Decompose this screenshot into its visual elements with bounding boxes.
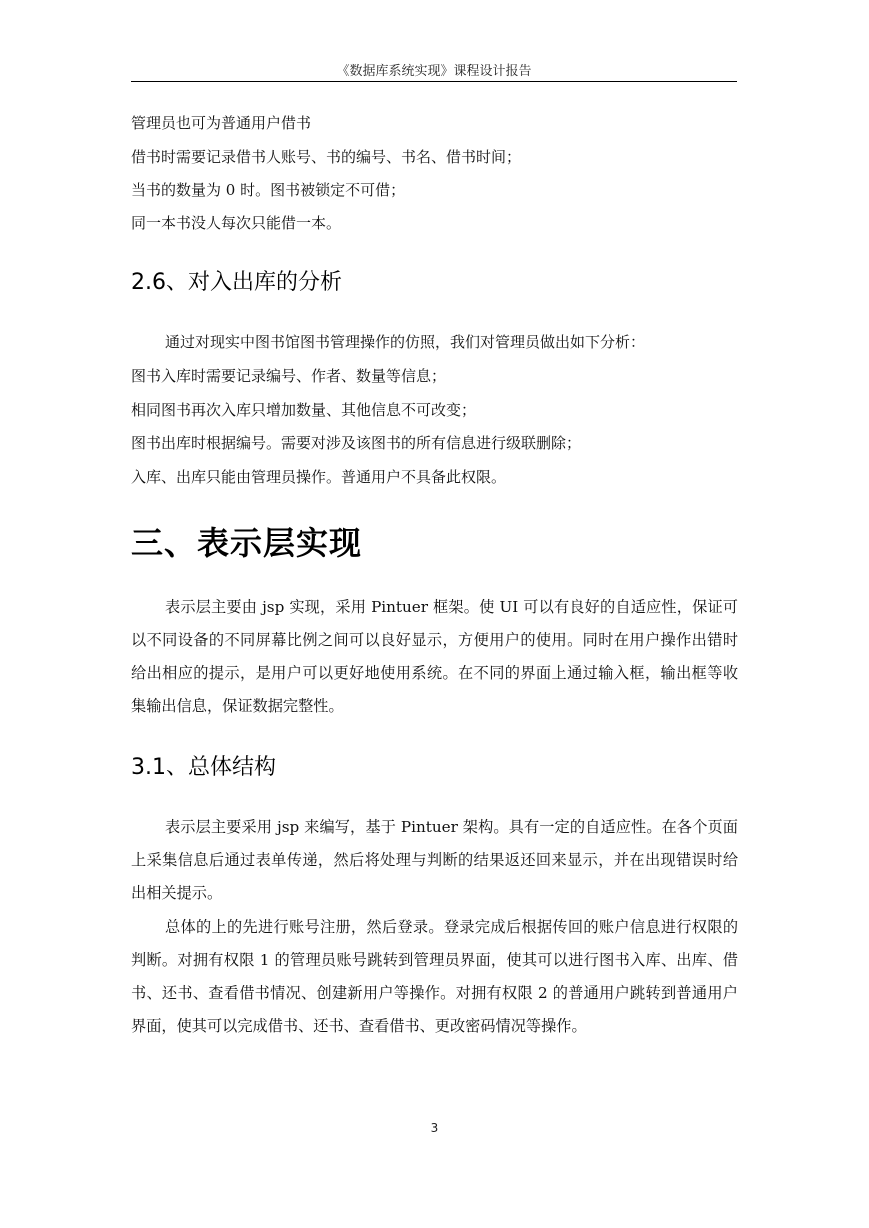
body-line: 借书时需要记录借书人账号、书的编号、书名、借书时间；	[131, 148, 522, 166]
body-line: 当书的数量为 0 时。图书被锁定不可借；	[131, 181, 406, 199]
body-line: 通过对现实中图书馆图书管理操作的仿照，我们对管理员做出如下分析：	[165, 333, 646, 351]
body-paragraph: 表示层主要采用 jsp 来编写，基于 Pintuer 架构。具有一定的自适应性。在各个页面上采集信息后通过表单传递，然后将处理与判断的结果返还回来显示，并在出现错误时给出相关提示。	[131, 818, 738, 902]
body-line: 同一本书没人每次只能借一本。	[131, 214, 342, 232]
body-paragraph: 表示层主要由 jsp 实现，采用 Pintuer 框架。使 UI 可以有良好的自适应性，保证可以不同设备的不同屏幕比例之间可以良好显示，方便用户的使用。同时在用户操作出错时给出相应的提示，是用户可以更好地使用系统。在不同的界面上通过输入框，输出框等收集输出信息，保证数据完整性。	[131, 598, 738, 715]
body-line: 相同图书再次入库只增加数量、其他信息不可改变；	[131, 401, 477, 419]
section-heading-3-1: 3.1、总体结构	[131, 755, 276, 780]
page-number: 3	[430, 1121, 439, 1135]
body-line: 图书出库时根据编号。需要对涉及该图书的所有信息进行级联删除；	[131, 434, 582, 452]
chapter-heading-3: 三、表示层实现	[131, 524, 363, 562]
section-heading-2-6: 2.6、对入出库的分析	[131, 270, 342, 295]
body-line: 图书入库时需要记录编号、作者、数量等信息；	[131, 367, 447, 385]
body-paragraph: 总体的上的先进行账号注册，然后登录。登录完成后根据传回的账户信息进行权限的判断。对拥有权限 1 的管理员账号跳转到管理员界面，使其可以进行图书入库、出库、借书、还书、查看借书情况、创建新用户等操作。对拥有权限 2 的普通用户跳转到普通用户界面，使其可以完成借书、还书、查看借书、更改密码情况等操作。	[131, 918, 738, 1035]
body-line: 管理员也可为普通用户借书	[131, 114, 312, 132]
page-header: 《数据库系统实现》课程设计报告	[336, 64, 532, 79]
header-rule	[131, 81, 737, 82]
body-line: 入库、出库只能由管理员操作。普通用户不具备此权限。	[131, 468, 507, 486]
